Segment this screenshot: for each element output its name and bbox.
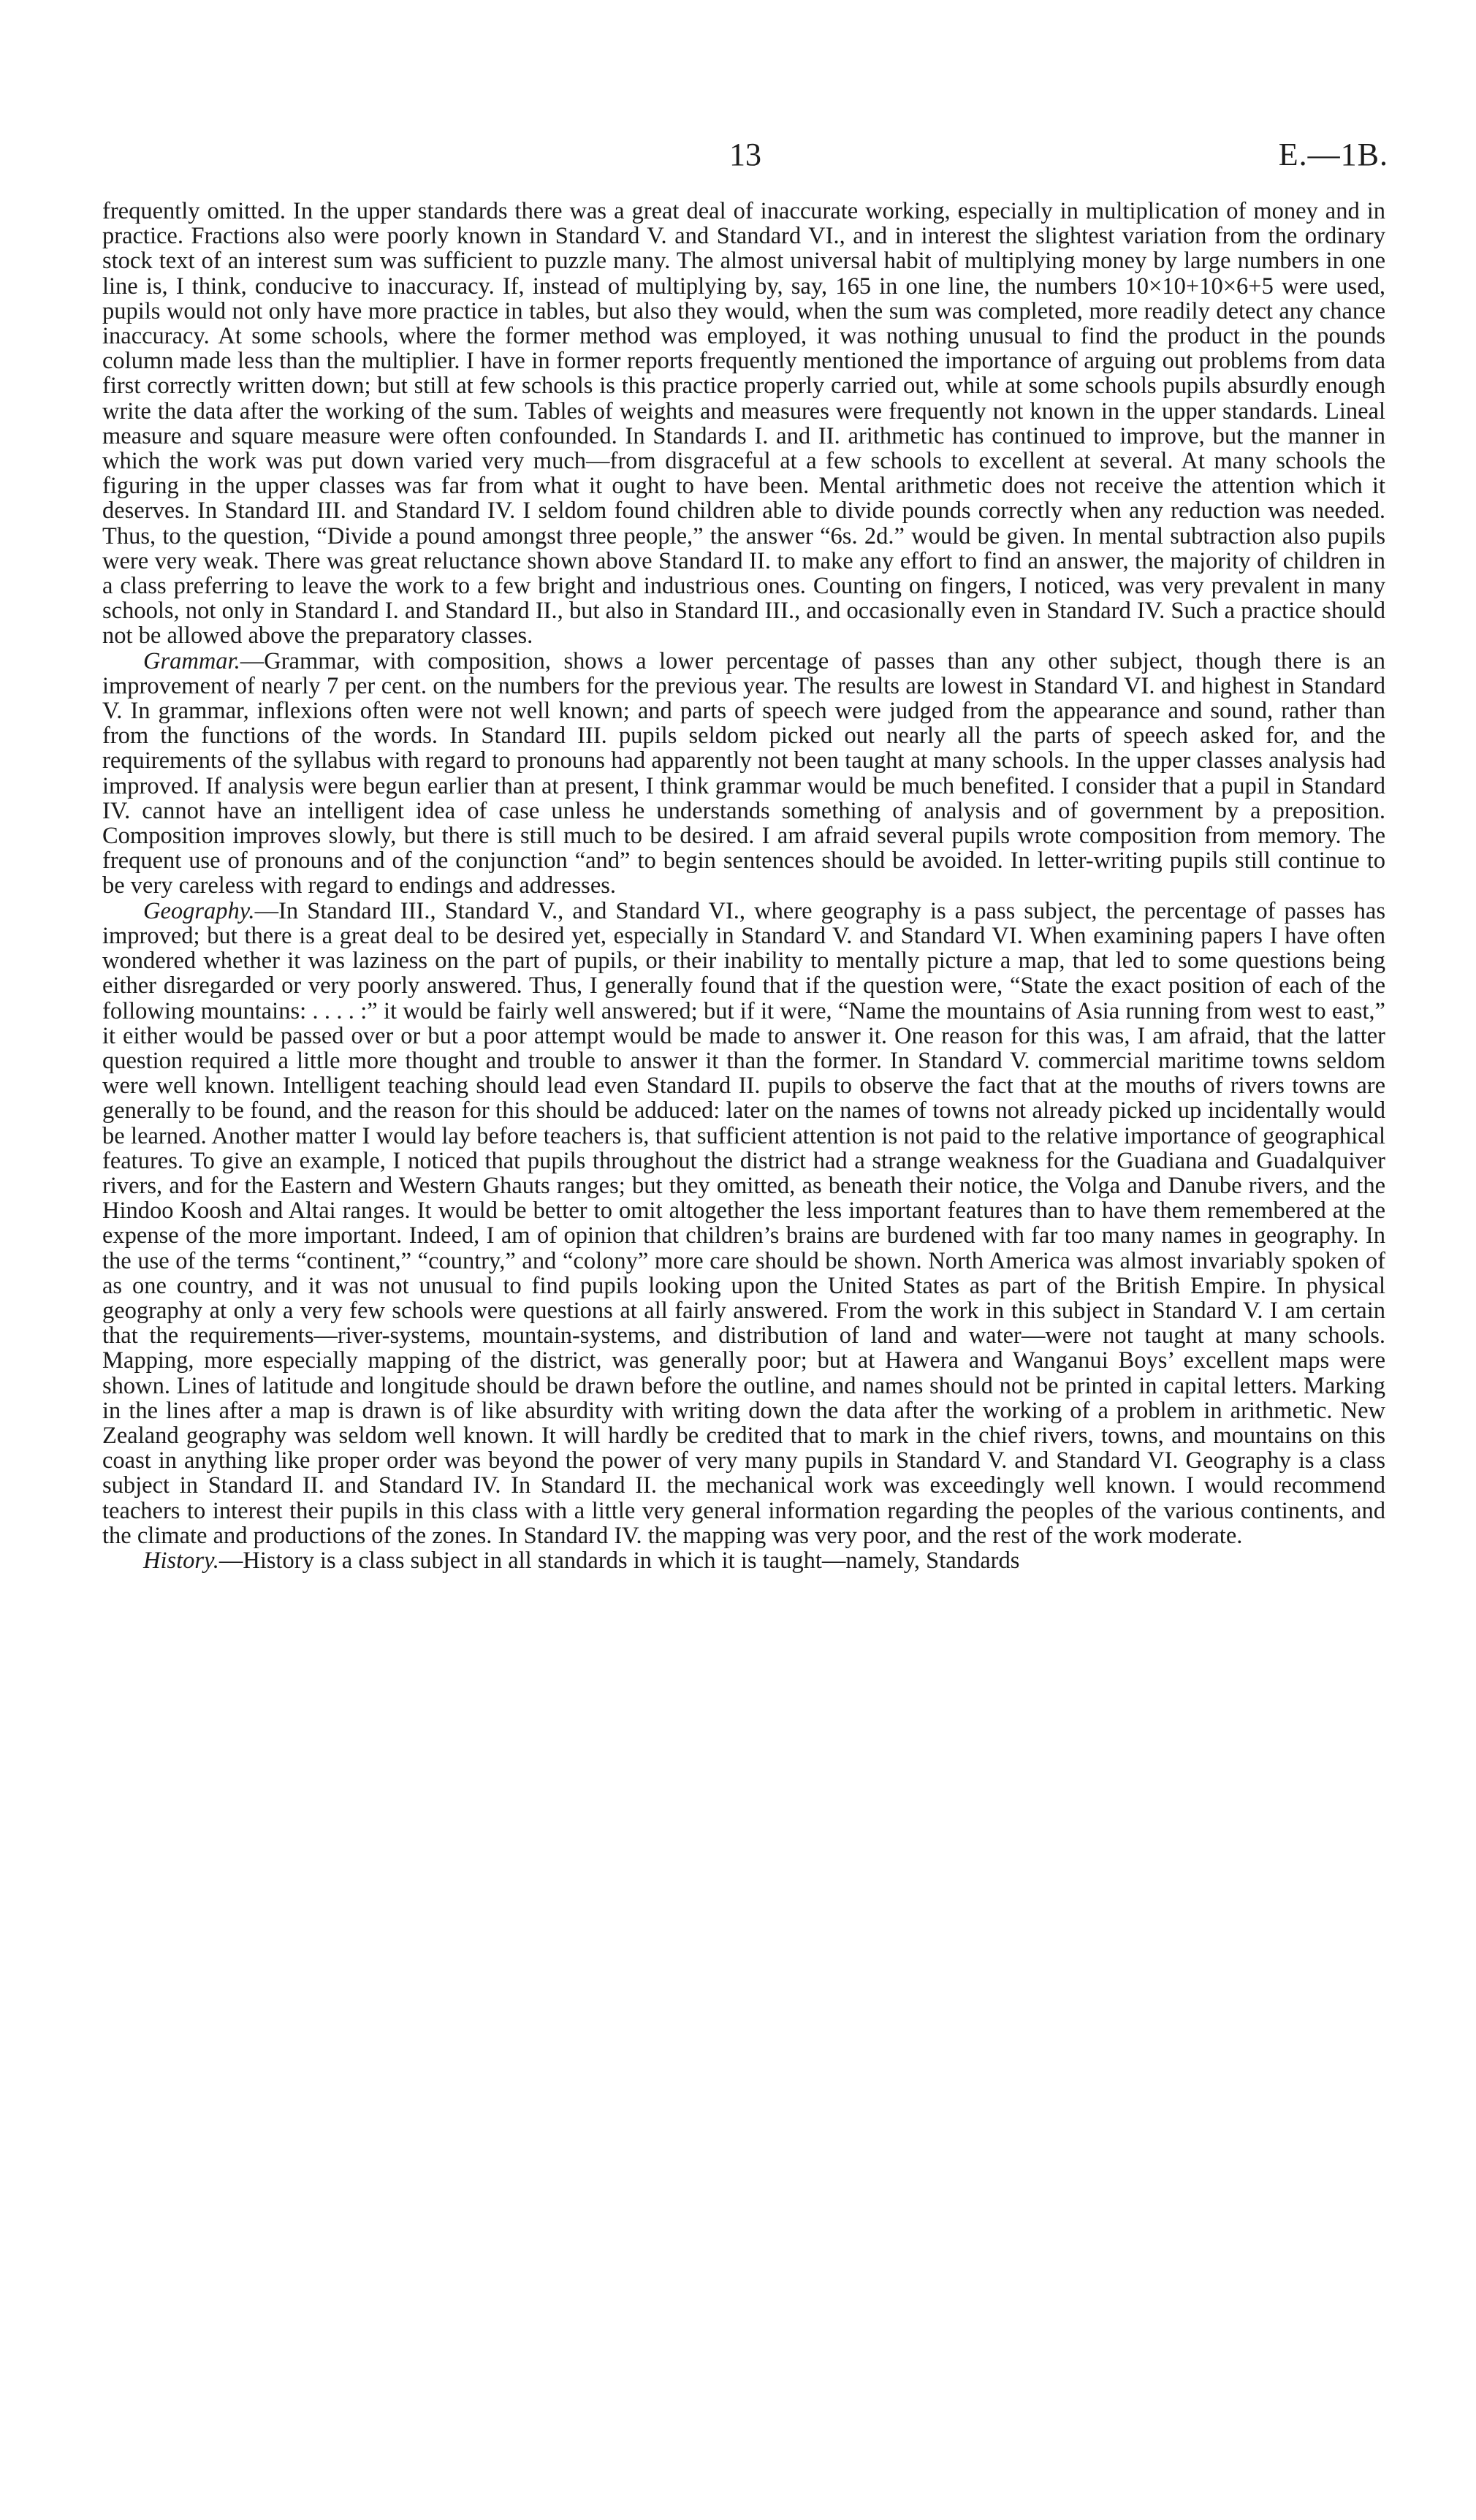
report-body xyxy=(102,199,1385,1573)
grammar-text: —Grammar, with composition, shows a lower percentage of passes than any other subject, though there is an improvement of nearly 7 per cent. on the numbers for the previous year. The results are lowest in Standard VI. and highest in Standard V. In grammar, inflexions often were not well known; and parts of speech were judged from the appearance and sound, rather than from the functions of the words. In Standard III. pupils seldom picked out nearly all the parts of speech asked for, and the requirements of the syllabus with regard to pronouns had apparently not been taught at many schools. In the upper classes analysis had improved. If analysis were begun earlier than at present, I think grammar would be much benefited. I consider that a pupil in Standard IV. cannot have an intelligent idea of case unless he understands something of analysis and of government by a preposition. Composition improves slowly, but there is still much to be desired. I am afraid several pupils wrote composition from memory. The frequent use of pronouns and of the conjunction “and” to begin sentences should be avoided. In letter-writing pupils still continue to be very careless with regard to endings and addresses. xyxy=(102,647,1385,899)
geography-heading: Geography. xyxy=(143,897,255,924)
grammar-heading: Grammar. xyxy=(143,647,240,674)
paragraph-history xyxy=(102,1548,1385,1573)
page-header xyxy=(102,130,1388,181)
paragraph-grammar xyxy=(102,649,1385,899)
page-number: 13 xyxy=(729,137,761,172)
history-text: —History is a class subject in all standards in which it is taught—namely, Standards xyxy=(218,1547,1020,1574)
geography-text: —In Standard III., Standard V., and Standard VI., where geography is a pass subject, the percentage of passes has improved; but there is a great deal to be desired yet, especially in Standard V. and Standard VI. When examining papers I have often wondered whether it was laziness on the part of pupils, or their inability to mentally picture a map, that led to some questions being either disregarded or very poorly answered. Thus, I generally found that if the question were, “State the exact position of each of the following mountains: . . . . :” it would be fairly well answered; but if it were, “Name the mountains of Asia running from west to east,” it either would be passed over or but a poor attempt would be made to answer it. One reason for this was, I am afraid, that the latter question required a little more thought and trouble to answer it than the former. In Standard V. commercial maritime towns seldom were well known. Intelligent teaching should lead even Standard II. pupils to observe the fact that at the mouths of rivers towns are generally to be found, and the reason for this should be adduced: later on the names of towns not already picked up incidentally would be learned. Another matter I would lay before teachers is, that sufficient attention is not paid to the relative importance of geographical features. To give an example, I noticed that pupils throughout the district had a strange weakness for the Guadiana and Guadalquiver rivers, and for the Eastern and Western Ghauts ranges; but they omitted, as beneath their notice, the Volga and Danube rivers, and the Hindoo Koosh and Altai ranges. It would be better to omit altogether the less important features than to have them remembered at the expense of the more important. Indeed, I am of opinion that children’s brains are burdened with far too many names in geography. In the use of the terms “continent,” “country,” and “colony” more care should be shown. North America was almost invariably spoken of as one country, and it was not unusual to find pupils looking upon the United States as part of the British Empire. In physical geography at only a very few schools were questions at all fairly answered. From the work in this subject in Standard V. I am certain that the requirements—river-systems, mountain-systems, and distribution of land and water—were not taught at many schools. Mapping, more especially mapping of the district, was generally poor; but at Hawera and Wanganui Boys’ excellent maps were shown. Lines of latitude and longitude should be drawn before the outline, and names should not be printed in capital letters. Marking in the lines after a map is drawn is of like absurdity with writing down the data after the working of a problem in arithmetic. New Zealand geography was seldom well known. It will hardly be credited that to mark in the chief rivers, towns, and mountains on this coast in anything like proper order was beyond the power of very many pupils in Standard V. and Standard VI. Geography is a class subject in Standard II. and Standard IV. In Standard II. the mechanical work was exceedingly well known. I would recommend teachers to interest their pupils in this class with a little very general information regarding the peoples of the various continents, and the climate and productions of the zones. In Standard IV. the mapping was very poor, and the rest of the work moderate. xyxy=(102,897,1385,1549)
paragraph-geography xyxy=(102,899,1385,1548)
document-reference: E.—1B. xyxy=(1278,137,1388,172)
paragraph-arithmetic-continued: frequently omitted. In the upper standards there was a great deal of inaccurate working, especially in multiplication of money and in practice. Fractions also were poorly known in Standard V. and Standard VI., and in interest the slightest variation from the ordinary stock text of an interest sum was sufficient to puzzle many. The almost universal habit of multiplying money by large numbers in one line is, I think, conducive to inaccuracy. If, instead of multiplying by, say, 165 in one line, the numbers 10×10+10×6+5 were used, pupils would not only have more practice in tables, but also they would, when the sum was completed, more readily detect any chance inaccuracy. At some schools, where the former method was employed, it was nothing unusual to find the product in the pounds column made less than the multiplier. I have in former reports frequently mentioned the importance of arguing out problems from data first correctly written down; but still at few schools is this practice properly carried out, while at some schools pupils absurdly enough write the data after the working of the sum. Tables of weights and measures were frequently not known in the upper standards. Lineal measure and square measure were often confounded. In Standards I. and II. arithmetic has continued to improve, but the manner in which the work was put down varied very much—from disgraceful at a few schools to excellent at several. At many schools the figuring in the upper classes was far from what it ought to have been. Mental arithmetic does not receive the attention which it deserves. In Standard III. and Standard IV. I seldom found children able to divide pounds correctly when any reduction was needed. Thus, to the question, “Divide a pound amongst three people,” the answer “6s. 2d.” would be given. In mental subtraction also pupils were very weak. There was great reluctance shown above Standard II. to make any effort to find an answer, the majority of children in a class preferring to leave the work to a few bright and industrious ones. Counting on fingers, I noticed, was very prevalent in many schools, not only in Standard I. and Standard II., but also in Standard III., and occasionally even in Standard IV. Such a practice should not be allowed above the preparatory classes. xyxy=(102,198,1385,650)
history-heading: History. xyxy=(143,1547,219,1574)
